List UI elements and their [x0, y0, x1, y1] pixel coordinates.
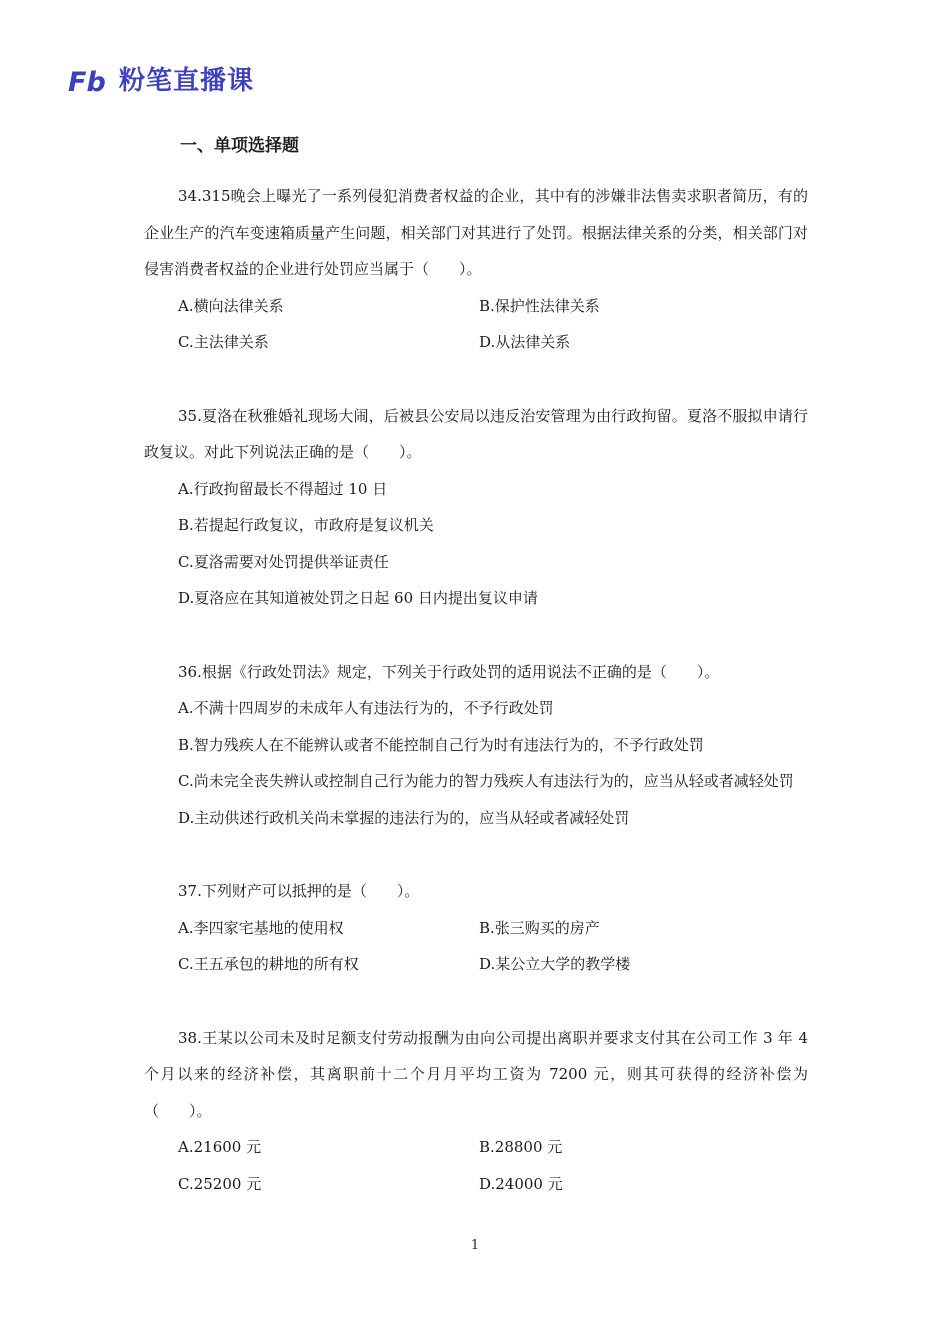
option-a: A.21600 元	[178, 1138, 262, 1156]
options-row	[144, 1129, 808, 1166]
page-number: 1	[470, 1238, 480, 1253]
question-35	[144, 398, 808, 617]
question-stem: 34.315晚会上曝光了一系列侵犯消费者权益的企业，其中有的涉嫌非法售卖求职者简历，有的企业生产的汽车变速箱质量产生问题，相关部门对其进行了处罚。根据法律关系的分类，相关部门对侵害消费者权益的企业进行处罚应当属于（ ）。	[144, 187, 808, 278]
question-38	[144, 1020, 808, 1203]
options-row	[144, 910, 808, 947]
option-b: B.若提起行政复议，市政府是复议机关	[178, 516, 434, 534]
question-stem: 38.王某以公司未及时足额支付劳动报酬为由向公司提出离职并要求支付其在公司工作 3 年 4 个月以来的经济补偿，其离职前十二个月月平均工资为 7200 元，则其可获得的经济补偿为（ ）。	[144, 1028, 808, 1120]
question-list	[144, 178, 808, 1239]
option-b: B.28800 元	[479, 1138, 563, 1156]
logo-text: 粉笔直播课	[119, 66, 255, 96]
option-d: D.夏洛应在其知道被处罚之日起 60 日内提出复议申请	[178, 589, 538, 607]
option-a: A.不满十四周岁的未成年人有违法行为的，不予行政处罚	[178, 699, 554, 717]
fenbi-logo-icon	[67, 66, 111, 96]
option-d: D.某公立大学的教学楼	[479, 955, 631, 973]
logo-mark-text: Fb	[68, 67, 106, 96]
option-c: C.王五承包的耕地的所有权	[178, 955, 359, 973]
options-row	[144, 288, 808, 325]
options-row	[144, 1166, 808, 1203]
option-c: C.尚未完全丧失辨认或控制自己行为能力的智力残疾人有违法行为的，应当从轻或者减轻处罚	[178, 772, 794, 790]
options-row	[144, 946, 808, 983]
question-36	[144, 654, 808, 837]
option-b: B.智力残疾人在不能辨认或者不能控制自己行为时有违法行为的，不予行政处罚	[178, 735, 704, 754]
option-d: D.主动供述行政机关尚未掌握的违法行为的，应当从轻或者减轻处罚	[178, 808, 630, 827]
brand-logo	[67, 64, 254, 98]
option-a: A.李四家宅基地的使用权	[178, 918, 344, 937]
option-d: D.24000 元	[479, 1174, 563, 1193]
question-stem: 36.根据《行政处罚法》规定，下列关于行政处罚的适用说法不正确的是（ ）。	[178, 662, 720, 681]
option-c: C.主法律关系	[178, 333, 269, 351]
question-stem: 35.夏洛在秋雅婚礼现场大闹，后被县公安局以违反治安管理为由行政拘留。夏洛不服拟申请行政复议。对此下列说法正确的是（ ）。	[144, 406, 808, 461]
option-b: B.保护性法律关系	[479, 296, 600, 315]
question-34	[144, 178, 808, 361]
option-a: A.行政拘留最长不得超过 10 日	[178, 479, 388, 498]
question-stem: 37.下列财产可以抵押的是（ ）。	[178, 882, 420, 900]
option-a: A.横向法律关系	[178, 296, 284, 315]
question-37	[144, 873, 808, 983]
option-b: B.张三购买的房产	[479, 918, 600, 937]
section-title: 一、单项选择题	[180, 136, 299, 156]
options-row	[144, 324, 808, 361]
option-c: C.夏洛需要对处罚提供举证责任	[178, 552, 389, 571]
option-c: C.25200 元	[178, 1174, 262, 1193]
option-d: D.从法律关系	[479, 333, 571, 351]
